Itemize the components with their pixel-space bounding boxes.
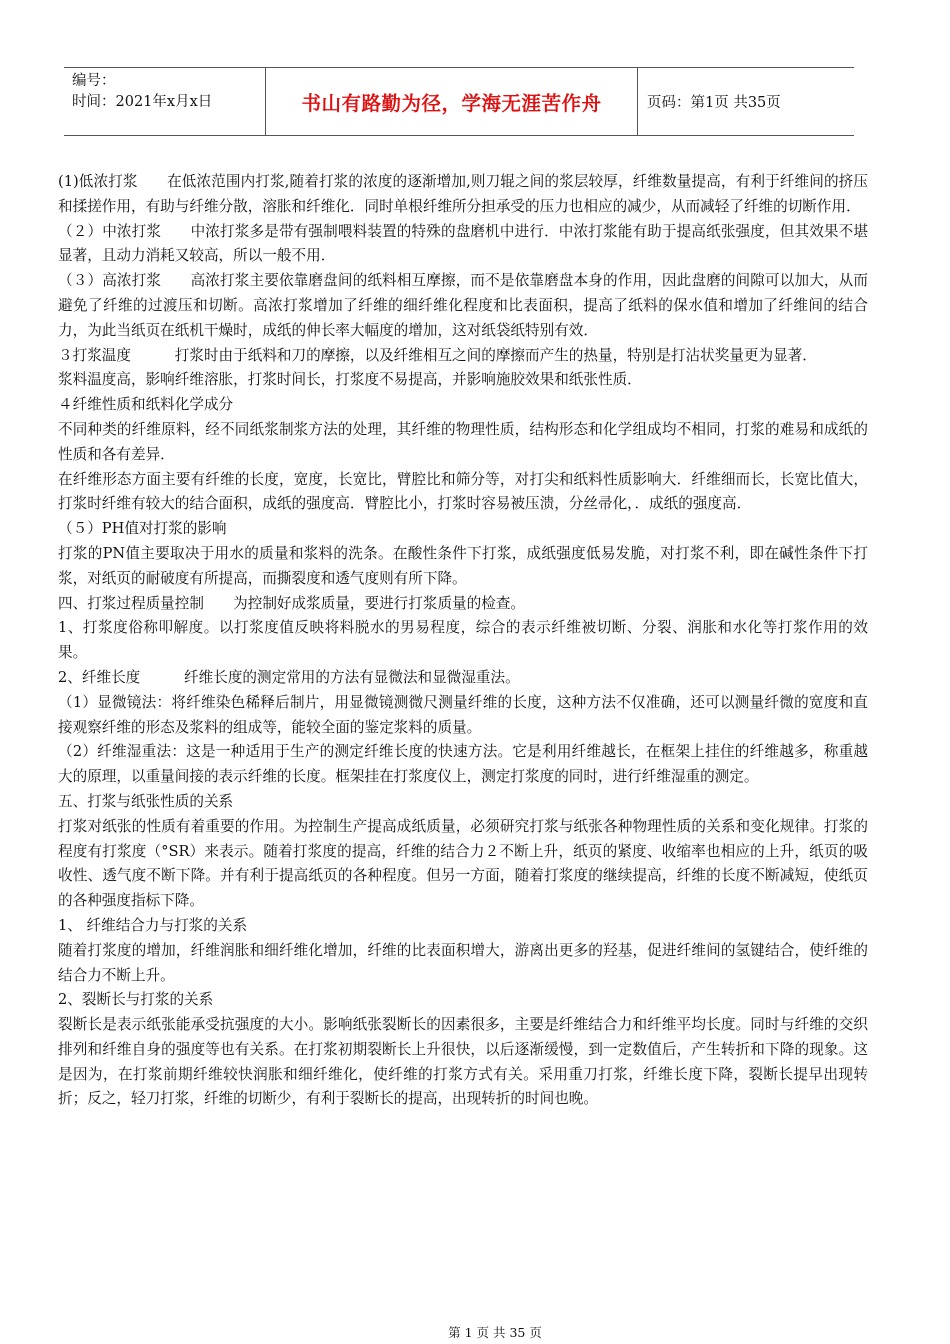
page-header [64,67,854,136]
paragraph: （５）PH值对打浆的影响 [58,520,227,538]
paragraph: (1)低浓打浆 在低浓范围内打浆,随着打浆的浓度的逐渐增加,则刀辊之间的浆层较厚，纤维数量提高，有利于纤维间的挤压和揉搓作用，有助与纤维分散，溶胀和纤维化．同时单根纤维所分担承受的压力也相应的减少，从而减轻了纤维的切断作用． [58,173,868,215]
paragraph: （2）纤维湿重法：这是一种适用于生产的测定纤维长度的快速方法。它是利用纤维越长，在框架上挂住的纤维越多，称重越大的原理，以重量间接的表示纤维的长度。框架挂在打浆度仪上，测定打浆度的同时，进行纤维湿重的测定。 [58,743,868,786]
paragraph: 四、打浆过程质量控制 为控制好成浆质量，要进行打浆质量的检查。 [58,594,526,612]
paragraph: 1、 纤维结合力与打浆的关系 [58,916,248,934]
paragraph: （２）中浓打浆 中浓打浆多是带有强制喂料装置的特殊的盘磨机中进行．中浓打浆能有助于提高纸张强度，但其效果不堪显著，且动力消耗又较高，所以一般不用． [58,222,868,265]
document-number-label: 编号： [72,73,116,89]
paragraph: 打浆的PN值主要取决于用水的质量和浆料的洗条。在酸性条件下打浆，成纸强度低易发脆，对打浆不利，即在碱性条件下打浆，对纸页的耐破度有所提高，而撕裂度和透气度则有所下降。 [58,544,868,587]
page-footer: 第 1 页 共 35 页 [448,1325,542,1340]
paragraph: 1、打浆度俗称叩解度。以打浆度值反映将料脱水的男易程度，综合的表示纤维被切断、分裂、润胀和水化等打浆作用的效果。 [58,619,868,662]
header-motto: 书山有路勤为径，学海无涯苦作舟 [265,68,638,135]
document-time-label: 时间：2021年x月x日 [72,94,213,110]
paragraph: 2、纤维长度 纤维长度的测定常用的方法有显微法和显微湿重法。 [58,668,520,686]
paragraph: （1）显微镜法：将纤维染色稀释后制片，用显微镜测微尺测量纤维的长度，这种方法不仅准确，还可以测量纤微的宽度和直接观察纤维的形态及浆料的组成等，能较全面的鉴定浆料的质量。 [58,693,868,736]
header-meta [64,68,265,135]
paragraph: 五、打浆与纸张性质的关系 [58,792,234,810]
paragraph: 随着打浆度的增加，纤维润胀和细纤维化增加，纤维的比表面积增大，游离出更多的羟基，促进纤维间的氢键结合，使纤维的结合力不断上升。 [58,941,868,984]
document-body [58,170,868,1112]
header-page-info: 页码：第1页 共35页 [647,95,781,111]
paragraph: 2、裂断长与打浆的关系 [58,991,214,1009]
paragraph: 在纤维形态方面主要有纤维的长度，宽度，长宽比，臂腔比和筛分等，对打尖和纸料性质影响大．纤维细而长，长宽比值大，打浆时纤维有较大的结合面积，成纸的强度高．臂腔比小，打浆时容易被压溃，分丝帚化，．成纸的强度高． [58,470,868,513]
paragraph: 打浆对纸张的性质有着重要的作用。为控制生产提高成纸质量，必须研究打浆与纸张各种物理性质的关系和变化规律。打浆的程度有打浆度（°SR）来表示。随着打浆度的提高，纤维的结合力２不断上升，纸页的紧度、收缩率也相应的上升，纸页的吸收性、透气度不断下降。并有利于提高纸页的各种程度。但另一方面，随着打浆度的继续提高，纤维的长度不断减短，使纸页的各种强度指标下降。 [58,817,868,910]
paragraph: 裂断长是表示纸张能承受抗强度的大小。影响纸张裂断长的因素很多，主要是纤维结合力和纤维平均长度。同时与纤维的交织排列和纤维自身的强度等也有关系。在打浆初期裂断长上升很快，以后逐渐缓慢，到一定数值后，产生转折和下降的现象。这是因为，在打浆前期纤维较快润胀和细纤维化，使纤维的打浆方式有关。采用重刀打浆，纤维长度下降，裂断长提早出现转折；反之，轻刀打浆，纤维的切断少，有利于裂断长的提高，出现转折的时间也晚。 [58,1016,868,1108]
paragraph: （３）高浓打浆 高浓打浆主要依靠磨盘间的纸料相互摩擦，而不是依靠磨盘本身的作用，因此盘磨的间隙可以加大，从而避免了纤维的过渡压和切断。高浓打浆增加了纤维的细纤维化程度和比表面积，提高了纸料的保水值和增加了纤维间的结合力，为此当纸页在纸机干燥时，成纸的伸长率大幅度的增加，这对纸袋纸特别有效． [58,272,868,339]
paragraph: 浆料温度高，影响纤维溶胀，打浆时间长，打浆度不易提高，并影响施胶效果和纸张性质． [58,371,642,389]
paragraph: ４纤维性质和纸料化学成分 [58,396,234,414]
paragraph: ３打浆温度 打浆时由于纸料和刀的摩擦，以及纤维相互之间的摩擦而产生的热量，特别是打沾状奖量更为显著． [58,346,817,364]
paragraph: 不同种类的纤维原料，经不同纸浆制浆方法的处理，其纤维的物理性质，结构形态和化学组成均不相同，打浆的难易和成纸的性质和各有差异． [58,420,868,463]
